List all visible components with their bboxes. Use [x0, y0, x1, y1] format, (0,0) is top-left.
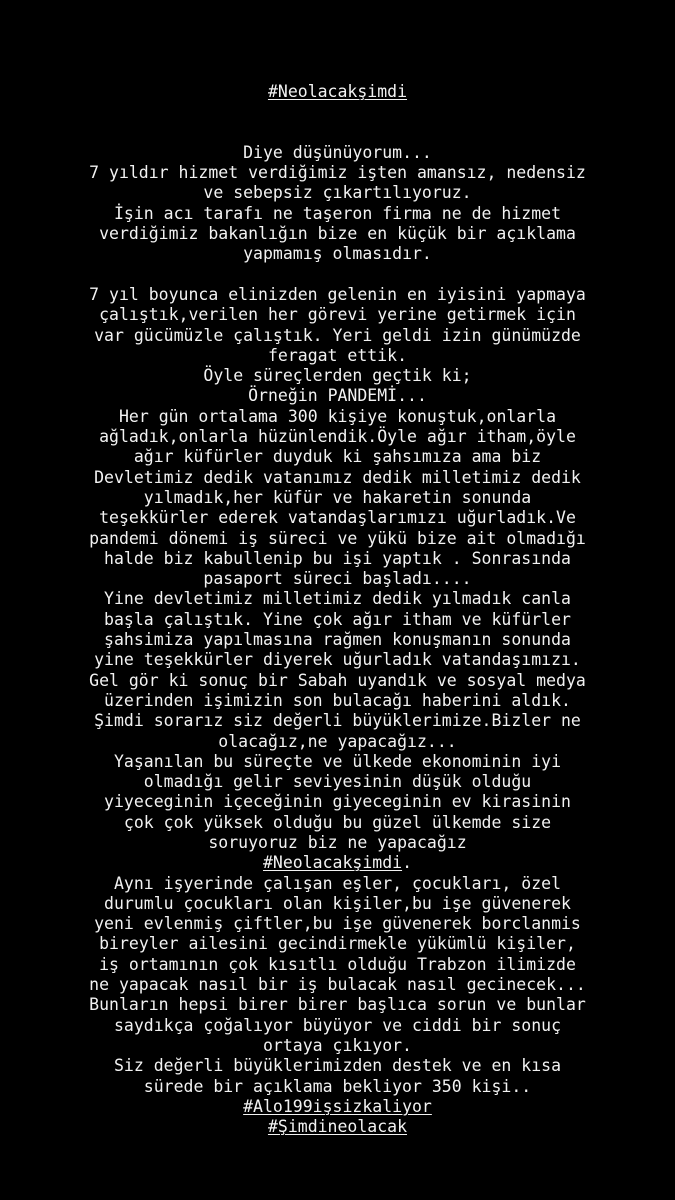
- text-line: [0, 285, 675, 305]
- text-line: [0, 874, 675, 894]
- text-segment: yapmamış olmasıdır.: [243, 244, 432, 264]
- text-line: [0, 224, 675, 244]
- text-segment: iş ortamının çok kısıtlı olduğu Trabzon ilimizde: [99, 954, 576, 974]
- text-segment: Öyle süreçlerden geçtik ki;: [203, 366, 472, 386]
- text-segment: teşekkürler ederek vatandaşlarımızı uğurladık.Ve: [99, 508, 576, 528]
- text-line: [0, 366, 675, 386]
- text-segment: soruyoruz biz ne yapacağız: [208, 832, 467, 852]
- text-segment: yine teşekkürler diyerek uğurladık vatandaşımızı.: [94, 650, 581, 670]
- text-line: [0, 671, 675, 691]
- text-segment: feragat ettik.: [267, 345, 408, 365]
- text-line: [0, 813, 675, 833]
- text-line: [0, 853, 675, 873]
- text-line: [0, 752, 675, 772]
- text-segment: halde biz kabullenip bu işi yaptık . Sonrasında: [104, 548, 571, 568]
- text-line: [0, 934, 675, 954]
- text-segment: ve sebepsiz çıkartılıyoruz.: [203, 183, 472, 203]
- text-segment: yılmadık,her küfür ve hakaretin sonunda: [143, 487, 532, 507]
- text-line: [0, 792, 675, 812]
- text-line: [0, 244, 675, 264]
- text-line: [0, 427, 675, 447]
- text-segment: Bunların hepsi birer birer başlıca sorun ve bunlar: [89, 995, 586, 1015]
- text-segment: 7 yıldır hizmet verdiğimiz işten amansız, nedensiz: [89, 163, 586, 183]
- text-line: [0, 1016, 675, 1036]
- text-segment: İşin acı tarafı ne taşeron firma ne de hizmet: [113, 203, 562, 223]
- text-segment: saydıkça çoğalıyor büyüyor ve ciddi bir sonuç: [113, 1015, 562, 1035]
- text-line: [0, 1056, 675, 1076]
- text-line: [0, 955, 675, 975]
- text-segment: ağır küfürler duyduk ki şahsımıza ama biz: [133, 447, 542, 467]
- text-segment: ağladık,onlarla hüzünlendik.Öyle ağır itham,öyle: [99, 427, 576, 447]
- text-segment: 7 yıl boyunca elinizden gelenin en iyisini yapmaya: [89, 284, 586, 304]
- text-line: [0, 529, 675, 549]
- text-segment: pandemi dönemi iş süreci ve yükü bize ait olmadığı: [89, 528, 586, 548]
- text-line: [0, 1077, 675, 1097]
- text-segment: Örneğin PANDEMİ...: [248, 386, 427, 406]
- text-segment: Siz değerli büyüklerimizden destek ve en kısa: [113, 1056, 562, 1076]
- text-line: [0, 183, 675, 203]
- text-segment: Aynı işyerinde çalışan eşler, çocukları, özel: [113, 873, 562, 893]
- text-line: [0, 326, 675, 346]
- text-line: [0, 711, 675, 731]
- text-segment: Şimdi sorarız siz değerli büyüklerimize.Bizler ne: [94, 711, 581, 731]
- text-line: [0, 772, 675, 792]
- text-line: [0, 732, 675, 752]
- text-segment: Diye düşünüyorum...: [243, 142, 432, 162]
- text-segment: yeni evlenmiş çiftler,bu işe güvenerek borclanmis: [94, 914, 581, 934]
- text-segment: üzerinden işimizin son bulacağı haberini aldık.: [104, 690, 571, 710]
- text-line: [0, 589, 675, 609]
- text-line: [0, 468, 675, 488]
- text-segment: bireyler ailesini gecindirmekle yükümlü kişiler,: [99, 934, 576, 954]
- hashtag-link[interactable]: #Neolacakşimdi: [267, 82, 408, 101]
- text-line: [0, 630, 675, 650]
- hashtag-link[interactable]: #Neolacakşimdi: [262, 853, 403, 873]
- text-segment: olmadığı gelir seviyesinin düşük olduğu: [143, 772, 532, 792]
- text-segment: çalıştık,verilen her görevi yerine getirmek için: [99, 305, 576, 325]
- text-line: [0, 650, 675, 670]
- text-segment: olacağız,ne yapacağız...: [218, 731, 457, 751]
- text-segment: var gücümüzle çalıştık. Yeri geldi izin günümüzde: [94, 325, 581, 345]
- text-line: [0, 833, 675, 853]
- text-segment: pasaport süreci başladı....: [203, 569, 472, 589]
- text-segment: ortaya çıkıyor.: [262, 1035, 412, 1055]
- text-segment: Devletimiz dedik vatanımız dedik milletimiz dedik: [94, 467, 581, 487]
- text-segment: sürede bir açıklama bekliyor 350 kişi..: [143, 1076, 532, 1096]
- hashtag-link[interactable]: #Şimdineolacak: [267, 1117, 408, 1137]
- text-segment: Yaşanılan bu süreçte ve ülkede ekonominin iyi: [113, 751, 562, 771]
- text-segment: çok çok yüksek olduğu bu güzel ülkemde size: [123, 812, 552, 832]
- text-line: [0, 346, 675, 366]
- text-line: [0, 508, 675, 528]
- blank-line: [0, 265, 675, 285]
- text-line: [0, 894, 675, 914]
- text-line: [0, 143, 675, 163]
- text-segment: yiyeceginin içeceğinin giyeceginin ev kirasinin: [104, 792, 571, 812]
- text-segment: Yine devletimiz milletimiz dedik yılmadık canla: [104, 589, 571, 609]
- text-line: [0, 204, 675, 224]
- text-segment: .: [402, 853, 412, 873]
- text-line: [0, 914, 675, 934]
- text-line: [0, 163, 675, 183]
- text-line: [0, 569, 675, 589]
- text-line: [0, 447, 675, 467]
- text-segment: başla çalıştık. Yine çok ağır itham ve küfürler: [104, 609, 571, 629]
- text-segment: ne yapacak nasıl bir iş bulacak nasıl gecinecek...: [89, 975, 586, 995]
- text-line: [0, 691, 675, 711]
- text-line: [0, 305, 675, 325]
- story-text-block: [0, 82, 675, 1137]
- hashtag-link[interactable]: #Alo199işsizkaliyor: [243, 1096, 432, 1116]
- text-line: [0, 610, 675, 630]
- text-line: [0, 82, 675, 102]
- text-line: [0, 549, 675, 569]
- blank-line: [0, 102, 675, 122]
- text-line: [0, 1117, 675, 1137]
- text-line: [0, 1097, 675, 1117]
- text-line: [0, 488, 675, 508]
- text-line: [0, 1036, 675, 1056]
- text-line: [0, 386, 675, 406]
- text-segment: verdiğimiz bakanlığın bize en küçük bir açıklama: [99, 224, 576, 244]
- text-line: [0, 995, 675, 1015]
- text-segment: Her gün ortalama 300 kişiye konuştuk,onlarla: [118, 406, 557, 426]
- text-segment: durumlu çocukları olan kişiler,bu işe güvenerek: [104, 893, 571, 913]
- text-line: [0, 975, 675, 995]
- text-segment: Gel gör ki sonuç bir Sabah uyandık ve sosyal medya: [89, 670, 586, 690]
- text-line: [0, 407, 675, 427]
- blank-line: [0, 123, 675, 143]
- text-segment: şahsimiza yapılmasına rağmen konuşmanın sonunda: [104, 630, 571, 650]
